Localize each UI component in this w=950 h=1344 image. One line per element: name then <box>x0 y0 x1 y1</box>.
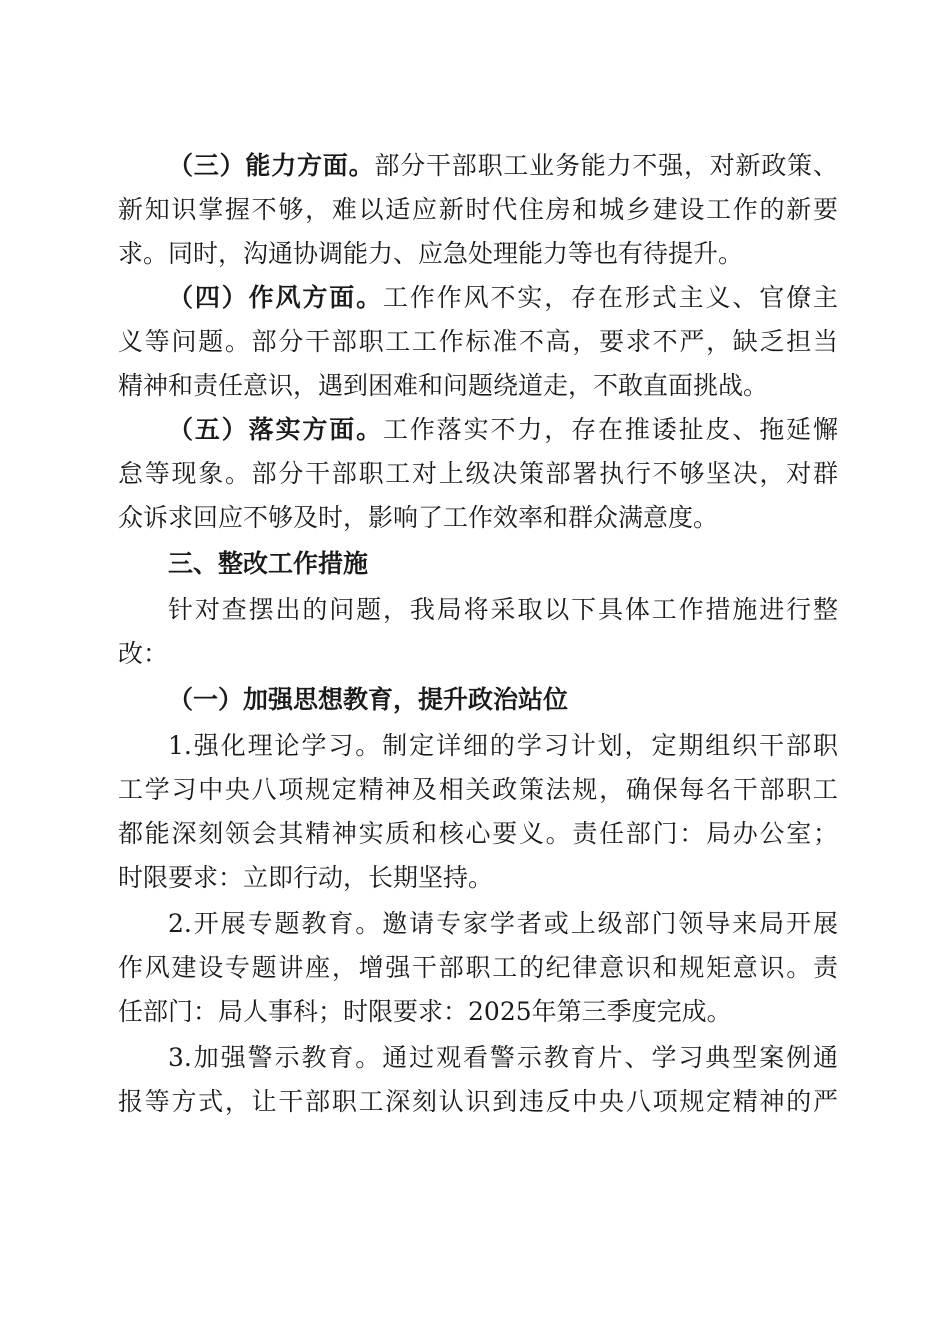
item1-line1: 1.强化理论学习。制定详细的学习计划，定期组织干部职 <box>168 731 838 760</box>
item2-line3: 任部门：局人事科；时限要求：2025年第三季度完成。 <box>118 997 732 1026</box>
p4-line3: 精神和责任意识，遇到困难和问题绕道走，不敢直面挑战。 <box>118 371 769 400</box>
p4-line1-rest: 工作作风不实，存在形式主义、官僚主 <box>383 283 838 312</box>
p4-line2: 义等问题。部分干部职工工作标准不高，要求不严，缺乏担当 <box>118 327 838 356</box>
item3-line2: 报等方式，让干部职工深刻认识到违反中央八项规定精神的严 <box>118 1087 838 1116</box>
p3-line1 <box>168 144 838 188</box>
item1-line2: 工学习中央八项规定精神及相关政策法规，确保每名干部职工 <box>118 775 838 804</box>
p3-line3: 求。同时，沟通协调能力、应急处理能力等也有待提升。 <box>118 239 744 268</box>
item2-line1: 2.开展专题教育。邀请专家学者或上级部门领导来局开展 <box>168 909 838 938</box>
item3-line1: 3.加强警示教育。通过观看警示教育片、学习典型案例通 <box>168 1043 838 1072</box>
section3-intro-line2: 改： <box>118 639 169 668</box>
p4-lead: （四）作风方面。 <box>168 283 383 312</box>
sub1-title: （一）加强思想教育，提升政治站位 <box>168 685 569 714</box>
item1-line4: 时限要求：立即行动，长期坚持。 <box>118 863 494 892</box>
item1-line3: 都能深刻领会其精神实质和核心要义。责任部门：局办公室； <box>118 819 838 848</box>
p5-line1-rest: 工作落实不力，存在推诿扯皮、拖延懈 <box>383 415 838 444</box>
p4-line1 <box>168 276 838 320</box>
section3-intro-line1: 针对查摆出的问题，我局将采取以下具体工作措施进行整 <box>168 595 838 624</box>
p3-line2: 新知识掌握不够，难以适应新时代住房和城乡建设工作的新要 <box>118 195 838 224</box>
p3-line1-rest: 部分干部职工业务能力不强，对新政策、 <box>374 151 838 180</box>
p5-line3: 众诉求回应不够及时，影响了工作效率和群众满意度。 <box>118 503 719 532</box>
p5-line2: 怠等现象。部分干部职工对上级决策部署执行不够坚决，对群 <box>118 459 838 488</box>
item2-line2: 作风建设专题讲座，增强干部职工的纪律意识和规矩意识。责 <box>118 953 838 982</box>
section3-title: 三、整改工作措施 <box>168 549 369 578</box>
p5-line1 <box>168 408 838 452</box>
p3-lead: （三）能力方面。 <box>168 151 375 180</box>
p5-lead: （五）落实方面。 <box>168 415 383 444</box>
